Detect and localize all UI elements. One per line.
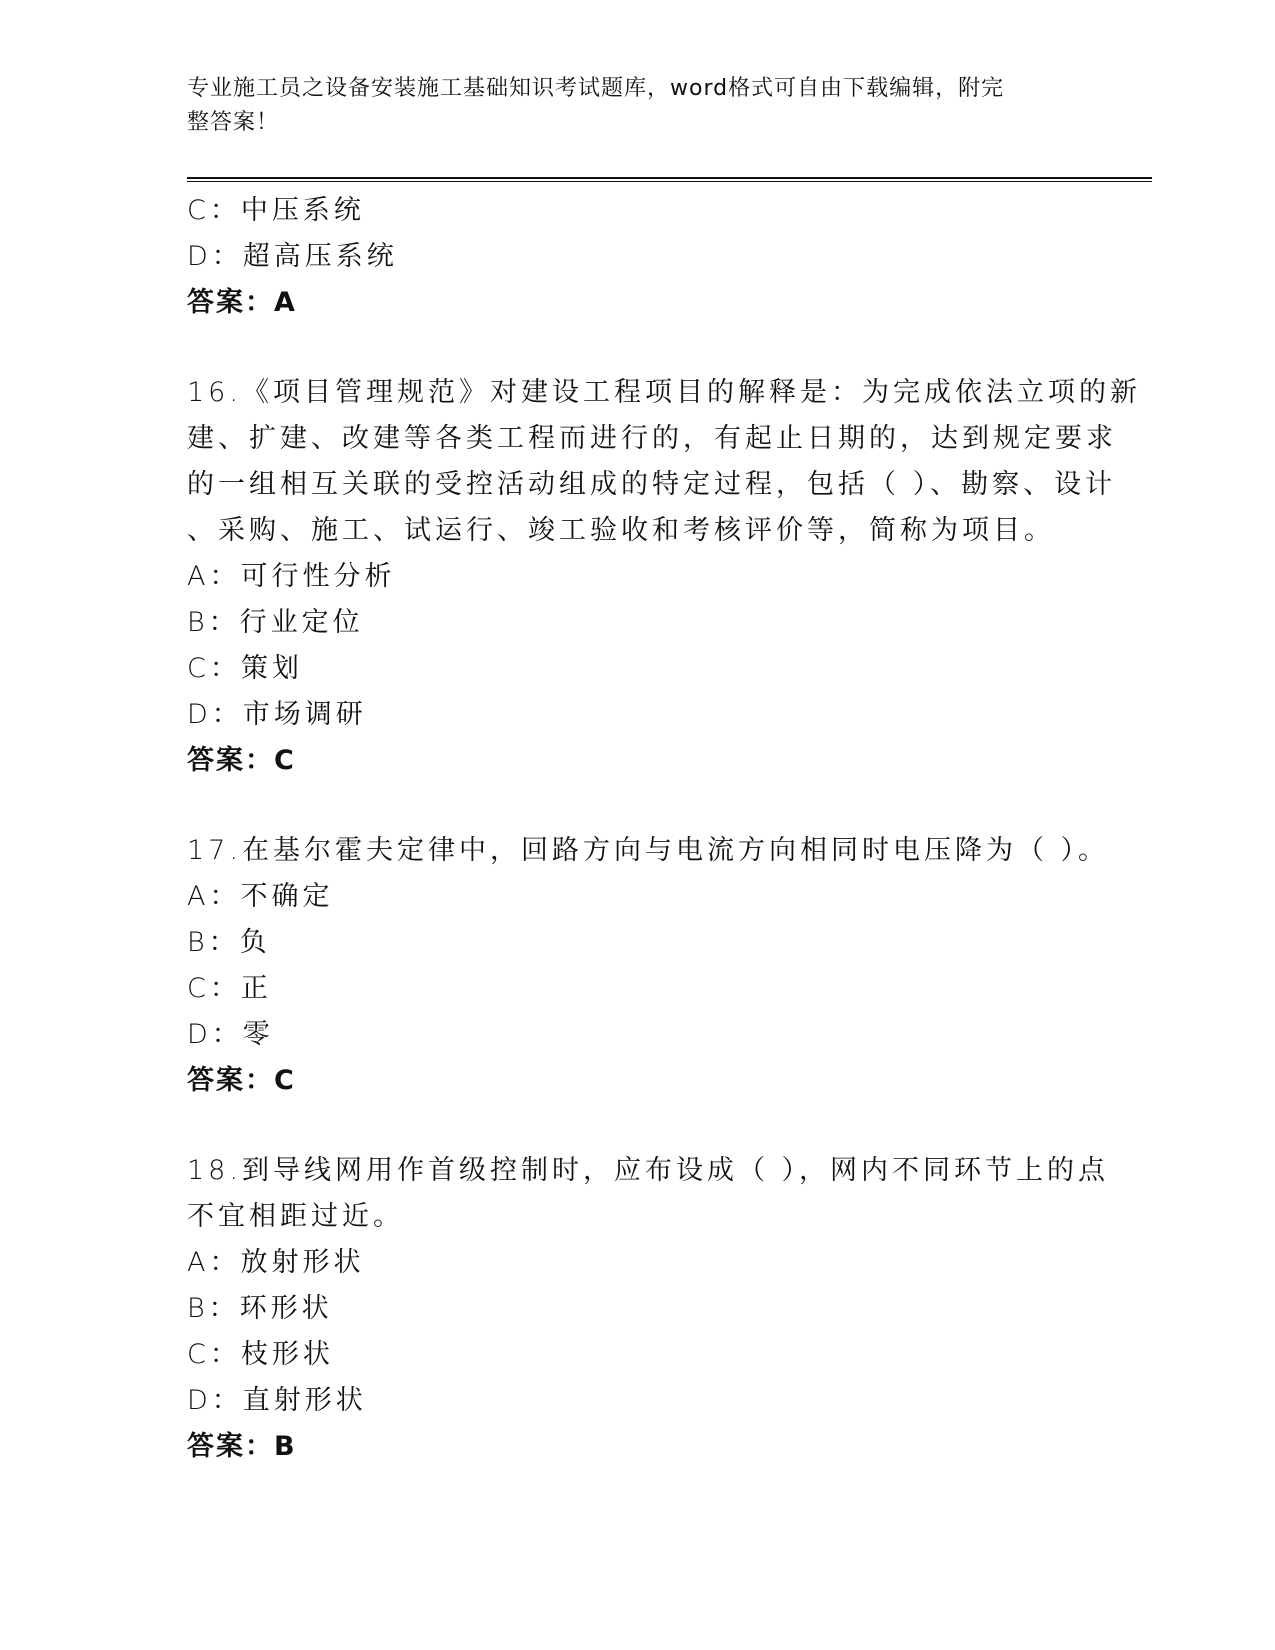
question-text-line: 不宜相距过近。 bbox=[187, 1201, 404, 1232]
question-text-line: 16.《项目管理规范》对建设工程项目的解释是：为完成依法立项的新 bbox=[187, 377, 1141, 408]
question-18 bbox=[187, 1148, 1110, 1470]
option-b: B：环形状 bbox=[187, 1293, 333, 1324]
question-16 bbox=[187, 370, 1141, 784]
option-d: D：零 bbox=[187, 1019, 274, 1050]
header-line-2: 整答案！ bbox=[187, 110, 280, 135]
question-text-line: 17.在基尔霍夫定律中，回路方向与电流方向相同时电压降为（ ）。 bbox=[187, 835, 1110, 866]
header-line-1: 专业施工员之设备安装施工基础知识考试题库，word格式可自由下载编辑，附完 bbox=[187, 76, 1005, 101]
question-list bbox=[187, 188, 1141, 1470]
option-c: C：正 bbox=[187, 973, 272, 1004]
spacer bbox=[187, 326, 1087, 370]
spacer bbox=[187, 1104, 1087, 1148]
answer: 答案：B bbox=[187, 1431, 297, 1462]
option-d: D：直射形状 bbox=[187, 1385, 367, 1416]
option-a: A：放射形状 bbox=[187, 1247, 365, 1278]
answer: 答案：C bbox=[187, 745, 296, 776]
option-a: A：可行性分析 bbox=[187, 561, 396, 592]
option-c: C：枝形状 bbox=[187, 1339, 334, 1370]
header-divider bbox=[187, 177, 1152, 179]
question-17 bbox=[187, 828, 1110, 1104]
spacer bbox=[187, 784, 1087, 828]
option-b: B：行业定位 bbox=[187, 607, 364, 638]
option-a: A：不确定 bbox=[187, 881, 334, 912]
option-c: C：中压系统 bbox=[187, 195, 365, 226]
question-text-line: 18.到导线网用作首级控制时，应布设成（ ），网内不同环节上的点 bbox=[187, 1155, 1110, 1186]
question-text-line: 、采购、施工、试运行、竣工验收和考核评价等，简称为项目。 bbox=[187, 515, 1055, 546]
option-d: D：市场调研 bbox=[187, 699, 367, 730]
option-b: B：负 bbox=[187, 927, 271, 958]
option-c: C：策划 bbox=[187, 653, 303, 684]
document-header bbox=[187, 72, 1067, 140]
option-d: D：超高压系统 bbox=[187, 241, 398, 272]
answer: 答案：C bbox=[187, 1065, 296, 1096]
answer: 答案：A bbox=[187, 287, 297, 318]
question-15-tail bbox=[187, 188, 1087, 326]
question-text-line: 的一组相互关联的受控活动组成的特定过程，包括（ ）、勘察、设计 bbox=[187, 469, 1117, 500]
question-text-line: 建、扩建、改建等各类工程而进行的，有起止日期的，达到规定要求 bbox=[187, 423, 1117, 454]
header-divider-thin bbox=[187, 181, 1152, 182]
